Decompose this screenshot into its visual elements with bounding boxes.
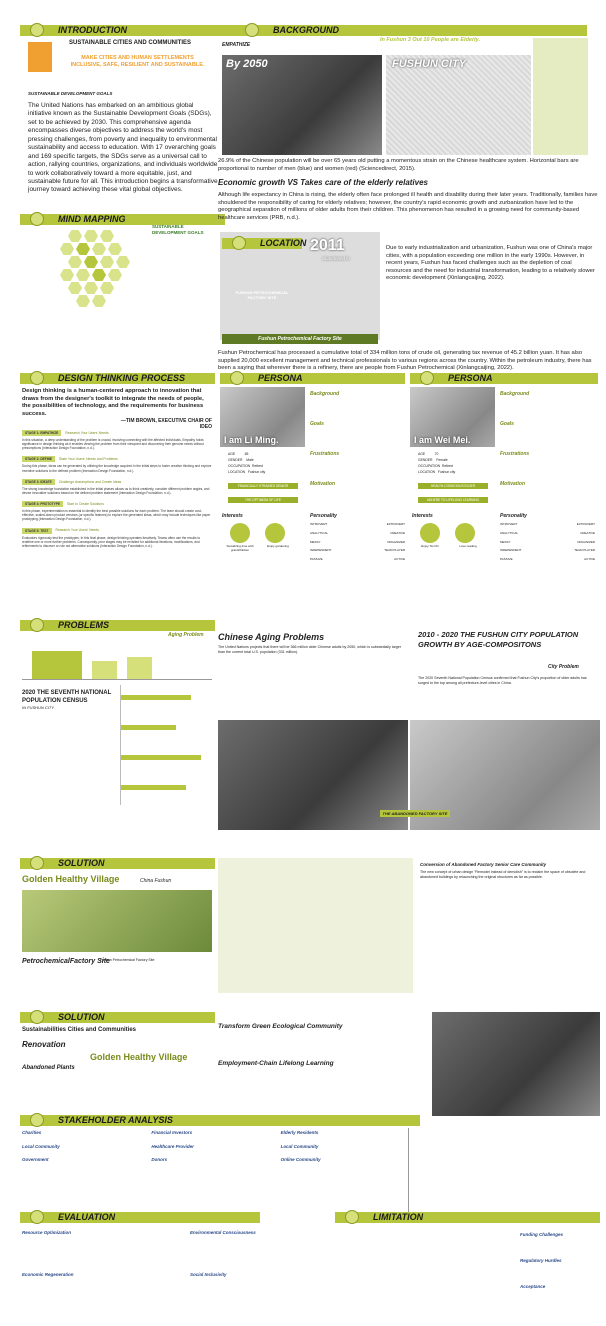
trait-row [500,541,595,545]
trait-right: ACTIVE [584,557,595,561]
empathize-label: EMPATHIZE [222,42,251,48]
stage-name: STAGE 4: PROTOTYPE [22,501,63,507]
trait-row [310,549,405,553]
persona-interests: Interests [412,513,433,519]
hex [108,269,122,281]
trait-row [500,558,595,562]
trait-left: MESSY [500,539,511,544]
hex [92,243,106,255]
hex [60,243,74,255]
goals-label: SUSTAINABLE DEVELOPMENT GOALS [28,91,113,96]
persona-location: Fushun city [247,470,266,475]
chart-bar [121,755,201,760]
interest-icon [455,523,475,543]
persona-header: PERSONA [220,373,405,384]
mindmap-icon [30,212,44,226]
chinese-aging-title: Chinese Aging Problems [218,632,325,642]
location-icon [232,236,246,250]
persona-icon [420,371,434,385]
site-caption: Fushun Petrochemical Factory Site [222,334,378,344]
stakeholder-item: Elderly Residents [280,1130,319,1135]
growth-body: The 2020 Seventh National Population Census confirmed that Fushun City's proportion of older adults has surged to the top among all prefecture-level cities in China. [418,676,587,685]
hex [100,282,114,294]
hex [68,282,82,294]
persona-location: Fushun city [437,470,456,475]
stakeholder-item: Government [22,1157,49,1163]
stakeholder-item: Donors [151,1157,168,1163]
solution-icon [30,1010,44,1024]
stage-block [22,430,212,450]
persona-label1: FINANCIALLY STRAINED SENIOR [228,483,298,489]
personality-sliders [310,523,405,567]
limit-item: Funding Challenges [520,1232,564,1237]
stage-row [22,456,212,462]
dt-quote: Design thinking is a human-centered approach to innovation that draws from the designer's toolkit to integrate the needs of people, the possibilities of technology, and the requirements for business success. [22,388,204,417]
intro-icon [30,23,44,37]
econ-body: Although life expectancy in China is rising, the elderly often face prolonged ill health and disability during their later years. Traditionally, families have shouldered the responsibility of caring for elderly relatives; however, the country's rapid economic growth and zurbanization have led to the geographical separation of millions of older adults from their children. This phenomenon has resulted in a growing need for community-based healthcare services (PRB, n.d.). [218,192,598,221]
persona-info-row: AGE 65 [228,452,249,456]
trait-left: PASSIVE [500,557,513,561]
transform-title: Transform Green Ecological Community [218,1023,343,1030]
trait-row [310,541,405,545]
hex [108,243,122,255]
persona-background: Background [310,391,340,397]
persona-info [228,451,298,476]
petro-caption: Fushun Petrochemical Factory Site [100,958,155,962]
stage-body: The strong knowledge foundation established in the initial phases allows us to think creatively, consider different problem angles, and devise innovative solutions based on the defined problem statement (Interaction Design Foundation, n.d.). [22,486,210,495]
mindmap-header: MIND MAPPING [20,214,225,225]
persona-card-1 [220,373,410,603]
hex [92,269,106,281]
persona-info-row: OCCUPATION Retired [418,464,453,469]
persona-frustrations: Frustrations [310,451,340,457]
evaluation-icon [30,1210,44,1224]
stage-body: In this phase, experimentation is essential to identify the best possible solutions for each problem. The team should create cost-effective, scaled-down product versions (or specific features) to explore the generated ideas, which may include techniques like paper prototyping (Interaction Design Foundation, n.d.). [22,509,211,522]
china-fushun: China Fushun [140,878,172,884]
golden-village: Golden Healthy Village [22,874,120,884]
by-2050: By 2050 [226,58,268,70]
persona-interests: Interests [222,513,243,519]
growth-title: 2010 - 2020 THE FUSHUN CITY POPULATION GROWTH BY AGE-COMPOSITONS [418,630,579,650]
stage-row [22,501,212,507]
solution-photos [432,1012,600,1116]
chart-bar [32,651,82,679]
sdg-logo: SUSTAINABLE DEVELOPMENT GOALS [152,224,204,235]
hex [76,269,90,281]
persona-goals: Goals [310,421,324,427]
trait-left: INTROVERT [310,522,328,526]
persona-motivation: Motivation [500,481,525,487]
persona-name: I am Li Ming. [224,435,279,445]
census-title: 2020 THE SEVENTH NATIONAL POPULATION CENSUS [22,690,112,704]
dt-author: —TIM BROWN, EXECUTIVE CHAIR OF IDEO [120,418,212,431]
stage-name: STAGE 1: EMPATHIZE [22,430,61,436]
abandoned-plants: Abandoned Plants [22,1065,75,1071]
chart-bar [121,695,191,700]
persona-icon [230,371,244,385]
trait-left: ANALYTICAL [310,530,329,535]
trait-right: EXTROVERT [576,522,595,526]
trait-row [310,532,405,536]
hex [84,256,98,268]
persona-motivation: Motivation [310,481,335,487]
persona-info-row: GENDER Female [418,458,448,463]
interest-label: Socializing time with grandchildren [226,544,254,552]
background-header: BACKGROUND [235,25,587,36]
site-plan [218,858,413,993]
trait-left: INTROVERT [500,522,518,526]
stage-row [22,430,212,436]
stakeholder-item: Local Community [22,1143,60,1149]
stage-desc: Start to Create Solutions [66,501,104,506]
hex [76,243,90,255]
hex-grid [28,230,218,325]
stage-block [22,501,212,521]
hex [100,230,114,242]
stage-desc: Research Your Users' Needs [55,528,99,533]
stage-row [22,479,212,485]
stakeholder-item: Charities [22,1130,42,1135]
aging-chart [22,640,212,680]
site-label: FUSHUN PETROCHEMICAL FACTORY SITE [235,290,289,300]
region-map [533,38,588,155]
solution-icon [30,856,44,870]
persona-age: 70 [434,452,439,456]
design-thinking-header: DESIGN THINKING PROCESS [20,373,215,384]
econ-title: Economic growth VS Takes care of the elderly relatives [218,178,429,187]
interest-icon [420,523,440,543]
solution1-header: SOLUTION [20,858,215,869]
hex [84,230,98,242]
intro-header: INTRODUCTION [20,25,240,36]
hex [68,230,82,242]
sdg-title: SUSTAINABLE CITIES AND COMMUNITIES [68,40,191,46]
trait-row [500,523,595,527]
trait-left: ANALYTICAL [500,530,519,535]
petro-label: PetrochemicalFactory Site [22,958,110,965]
hex [76,295,90,307]
dt-stages [22,430,212,554]
census-bars [120,685,212,805]
village-render [22,890,212,952]
stage-block [22,456,212,472]
trait-right: CREATIVE [580,530,595,535]
trait-right: TEAM PLAYER [574,548,595,553]
stakeholder-item: Healthcare Provider [151,1143,194,1149]
persona-occupation: Retired [442,464,453,469]
persona-info-row: LOCATION Fushun city [228,470,266,475]
stakeholder-item: Financial Investors [151,1130,193,1135]
trait-left: INDEPENDENT [500,548,522,553]
trait-row [310,558,405,562]
location-body-bottom: Fushun Petrochemical has processed a cumulative total of 334 million tons of crude oil, generating tax revenue of 45.2 billion yuan. It has also supplied 20,000 excellent management and technical professionals to various regions across the country. Within the petroleum industry, there has been a saying that wherever there is a refinery, there are people from Fushun Petrochemical (Xinlangcaijing, 2022). [218,350,592,372]
abandoned-label: Abandoned in [322,256,350,261]
stage-desc: Challenge Assumptions and Create Ideas [58,479,122,484]
limitation-header: LIMITATION [335,1212,600,1223]
trait-right: CREATIVE [390,530,405,535]
trait-right: EXTROVERT [386,522,405,526]
persona-label2: THE OPTIMISM OF LIFE [228,497,298,503]
stakeholder-item: Online Community [280,1157,321,1163]
limit-item: Acceptance [520,1284,546,1289]
design-thinking-icon [30,371,44,385]
persona-personality: Personality [310,513,337,519]
trait-row [310,523,405,527]
persona-info [418,451,488,476]
interest-icon [230,523,250,543]
persona-personality: Personality [500,513,527,519]
chart-bar [92,661,117,679]
employment-title: Employment-Chain Lifelong Learning [218,1060,334,1067]
sdg11-icon [28,42,52,72]
interest-label: Enjoy gardening [267,544,289,548]
city-problem: City Problem [548,664,579,670]
interest-label: Enjoy Tai Chi [421,544,439,548]
evaluation-header: EVALUATION [20,1212,260,1223]
stakeholder-grid [22,1130,402,1163]
persona-occupation: Retired [252,464,263,469]
trait-right: ORGANIZED [387,539,405,544]
stakeholder-matrix [408,1128,493,1213]
persona-header: PERSONA [410,373,598,384]
persona-info-row: LOCATION Fushun city [418,470,456,475]
sdg-communities: Sustainabilities Cities and Communities [22,1027,137,1033]
persona-frustrations: Frustrations [500,451,530,457]
persona-card-2 [410,373,600,603]
stakeholder-item: Local Community [280,1143,319,1149]
location-year: 2011 [310,237,345,254]
persona-info-row: OCCUPATION Retired [228,464,263,469]
fushun-city-title: FUSHUN CITY [392,58,466,70]
persona-goals: Goals [500,421,514,427]
trait-row [500,532,595,536]
eval-item: Resource Optimization [22,1230,72,1235]
chart-bar [127,657,152,679]
persona-name: I am Wei Mei. [414,435,471,445]
persona-gender: Female [436,458,448,463]
trait-left: PASSIVE [310,557,323,561]
trait-row [500,549,595,553]
interest-label: Love reading [459,544,477,548]
solution2-header: SOLUTION [20,1012,215,1023]
hex [100,256,114,268]
persona-gender: Male [246,458,254,463]
sdg-quote: MAKE CITIES AND HUMAN SETTLEMENTS INCLUSIVE, SAFE, RESILIENT AND SUSTAINABLE. [70,55,205,68]
stage-body: During this phase, ideas can be generated by utilizing the knowledge acquired in the initial steps to foster creative thinking and explore inventive solutions to the defined problem (Interaction Design Foundation, n.d.). [22,464,212,473]
intro-body: The United Nations has embarked on an ambitious global initiative known as the Sustainable Development Goals (SDGs), set to be achieved by 2030. This comprehensive agenda encompasses diverse objectives to address the world's most pressing challenges, from poverty and inequality to environmental sustainability and access to education. With 17 overarching goals and 169 specific targets, the SDGs serve as a universal call to action, rallying countries, organizations, and individuals worldwide to work collaboratively toward a more equitable, just, and sustainable future for all. This introduction begins a transformative journey toward achieving these vital global objectives. [28,102,218,194]
location-body-right: Due to early industrialization and urbanization, Fushun was one of China's major cities, with a population exceeding one million in the early 1990s. However, in recent years, Fushun has faced challenges such as the depletion of coal resources and the need for industrial transformation, leading to a relatively slower economic development (Xinlangcaijing, 2022). [386,245,595,282]
problems-header: PROBLEMS [20,620,215,631]
renovation: Renovation [22,1040,66,1049]
census-sub: IN FUSHUN CITY [22,705,54,710]
chart-bar [121,725,176,730]
stage-body: In this situation, a deep understanding of the problem is crucial, involving connecting with the affected individuals. Empathy holds significance in design thinking as it enables viewing the problem from their viewpoint and discovering their genuine needs without presumptions (Interaction Design Foundation, n.d.). [22,438,204,451]
fushun-3-10: In Fushun 3 Out 10 People are Elderly. [380,37,481,43]
stage-name: STAGE 2: DEFINE [22,456,55,462]
trait-left: INDEPENDENT [310,548,332,553]
hex [92,295,106,307]
location-header: LOCATION [222,238,302,249]
hex [68,256,82,268]
chinese-aging-body: The United Nations projects that there will be 366 million older Chinese adults by 2050, which is substantially larger than the current total U.S. population (331 million). [218,645,401,654]
golden-village-2: Golden Healthy Village [90,1052,188,1062]
limit-item: Regulatory Hurdles [520,1258,562,1263]
persona-background: Background [500,391,530,397]
stage-block [22,528,212,548]
stage-desc: State Your Users' Needs and Problems [59,457,118,462]
stage-name: STAGE 3: IDEATE [22,479,55,485]
stage-block [22,479,212,495]
persona-age: 65 [244,452,249,456]
trait-left: MESSY [310,539,321,544]
stage-desc: Research Your Users' Needs [65,430,109,435]
stage-row [22,528,212,534]
hex [60,269,74,281]
stage-name: STAGE 5: TEST [22,528,52,534]
chart-bar [121,785,186,790]
trait-right: ACTIVE [394,557,405,561]
persona-label2: ADHERE TO LIFELONG LEARNING [418,497,488,503]
personality-sliders [500,523,595,567]
hex [116,256,130,268]
stakeholder-icon [30,1113,44,1127]
aging-label: Aging Problem [168,632,204,638]
persona-info-row: GENDER Male [228,458,254,463]
background-stat: 26.9% of the Chinese population will be over 65 years old putting a momentous strain on the Chinese healthcare system. Horizontal bars are proportional to number of men (blue) and women (red) (Sciencedirect, 2015). [218,158,579,172]
stakeholder-header: STAKEHOLDER ANALYSIS [20,1115,420,1126]
problems-icon [30,618,44,632]
limitation-icon [345,1210,359,1224]
eval-item: Environmental Consciousness [190,1230,256,1235]
conversion-body: The new concept of urban design "Remodel instead of demolish" is to reclaim the space of obsolete and abandoned buildings by relaunching the original structures as far as possible. [420,870,586,879]
interest-icon [265,523,285,543]
eval-item: Social Inclusivity [190,1272,227,1277]
conversion-title: Conversion of Abandoned Factory Senior Care Community [420,862,547,867]
persona-info-row: AGE 70 [418,452,439,456]
eval-item: Economic Regeneration [22,1272,74,1277]
persona-label1: HEALTH-CONSCIOUS ELDER [418,483,488,489]
background-icon [245,23,259,37]
abandoned-site-label: THE ABANDONED FACTORY SITE [380,810,450,817]
trait-right: ORGANIZED [577,539,595,544]
stage-body: Evaluators rigorously test the prototypes. In this final phase, design thinking operates iteratively. Teams often use the results to redefine one or more further problems. Consequently, prior stages may be revisited for additional iterations, modifications, and refinements to discover or rule out alternative solutions (Interaction Design Foundation, n.d.). [22,535,201,548]
hex [84,282,98,294]
trait-right: TEAM PLAYER [384,548,405,553]
